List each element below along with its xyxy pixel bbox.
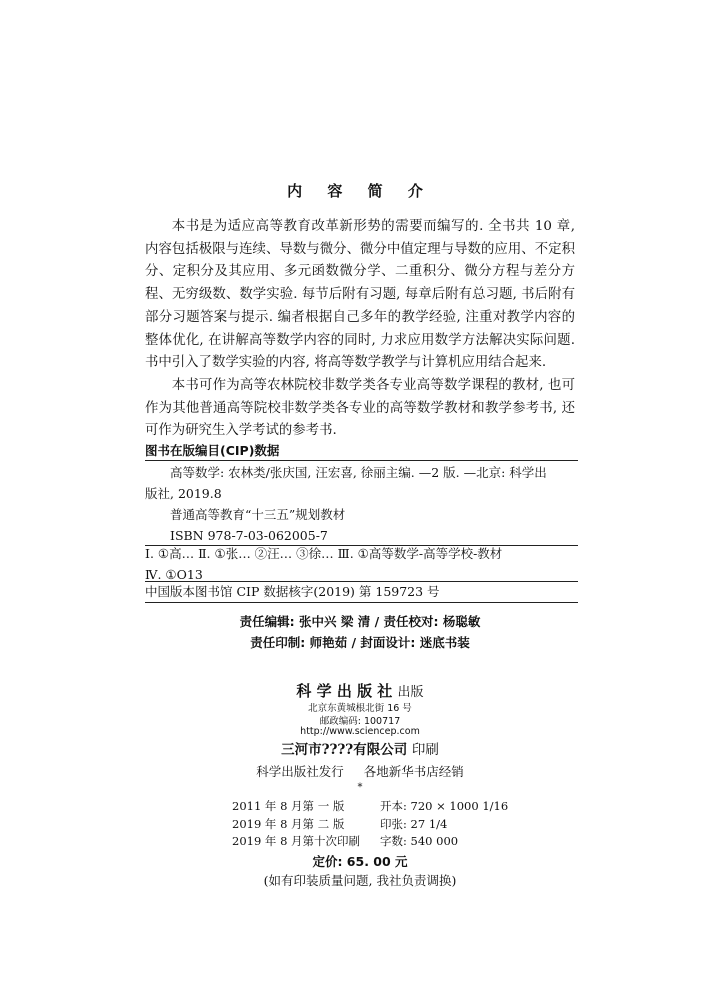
edition-row (232, 833, 508, 851)
cip-bottom-rule (145, 602, 578, 603)
publisher-website: http://www.sciencep.com (300, 726, 420, 737)
cip-top-rule (145, 460, 578, 461)
cip-line: ISBN 978-7-03-062005-7 (170, 528, 328, 543)
price: 定价: 65. 00 元 (312, 854, 408, 869)
issuer: 科学出版社发行 (256, 764, 344, 779)
cip-classification (145, 543, 575, 585)
separator-star: * (357, 782, 363, 793)
intro-text (145, 216, 575, 443)
cip-heading: 图书在版编目(CIP)数据 (145, 443, 280, 458)
publisher-postcode: 邮政编码: 100717 (319, 716, 401, 727)
edition-left: 2019 年 8 月第 二 版 (232, 816, 345, 831)
publisher-name (0, 680, 720, 701)
cip-line: Ⅰ. ①高… Ⅱ. ①张… ②汪… ③徐… Ⅲ. ①高等数学-高等学校-教材 (145, 546, 503, 561)
publisher-suffix: 出版 (397, 685, 424, 700)
cip-line: 版社, 2019.8 (145, 486, 222, 501)
cip-line: 高等数学: 农林类/张庆国, 汪宏喜, 徐丽主编. —2 版. —北京: 科学出 (170, 465, 547, 480)
distribution-line (0, 762, 720, 780)
staff-line-2: 责任印制: 师艳茹 / 封面设计: 迷底书装 (250, 635, 470, 650)
edition-row (232, 816, 508, 834)
staff-line-1: 责任编辑: 张中兴 梁 清 / 责任校对: 杨聪敏 (239, 614, 481, 629)
edition-right: 字数: 540 000 (380, 834, 459, 848)
page-title: 内 容 简 介 (287, 182, 433, 200)
edition-left: 2019 年 8 月第十次印刷 (232, 834, 361, 848)
cip-body (145, 462, 575, 546)
intro-paragraph: 本书可作为高等农林院校非数学类各专业高等数学课程的教材, 也可作为其他普通高等院校非数学类各专业的高等数学教材和教学参考书, 还可作为研究生入学考试的参考书. (145, 377, 575, 439)
publisher-name-text: 科 学 出 版 社 (296, 682, 393, 700)
printer-name: 三河市????有限公司 (281, 742, 408, 758)
cip-line: Ⅳ. ①O13 (145, 567, 203, 582)
edition-table (232, 798, 508, 851)
cip-line: 普通高等教育“十三五”规划教材 (170, 507, 346, 522)
seller: 各地新华书店经销 (363, 764, 464, 779)
edition-row (232, 798, 508, 816)
edition-right: 开本: 720 × 1000 1/16 (380, 799, 509, 813)
cip-footer: 中国版本图书馆 CIP 数据核字(2019) 第 159723 号 (145, 584, 440, 599)
edition-left: 2011 年 8 月第 一 版 (232, 799, 345, 813)
edition-right: 印张: 27 1/4 (380, 816, 448, 831)
printer-suffix: 印刷 (411, 742, 439, 758)
intro-paragraph: 本书是为适应高等教育改革新形势的需要而编写的. 全书共 10 章, 内容包括极限与连续、导数与微分、微分中值定理与导数的应用、不定积分、定积分及其应用、多元函数微分学、二重积分、微分方程与差分方程、无穷级数、数学实验. 每节后附有习题, 每章后附有总习题, 书后附有部分习题答案与提示. 编者根据自己多年的教学经验, 注重对教学内容的整体优化, 在讲解高等数学内容的同时, 力求应用数学方法解决实际问题. 书中引入了数学实验的内容, 将高等数学教学与计算机应用结合起来. (145, 219, 575, 371)
printer-line (0, 738, 720, 758)
publisher-address: 北京东黄城根北街 16 号 (308, 703, 412, 714)
quality-notice: (如有印装质量问题, 我社负责调换) (263, 873, 457, 888)
